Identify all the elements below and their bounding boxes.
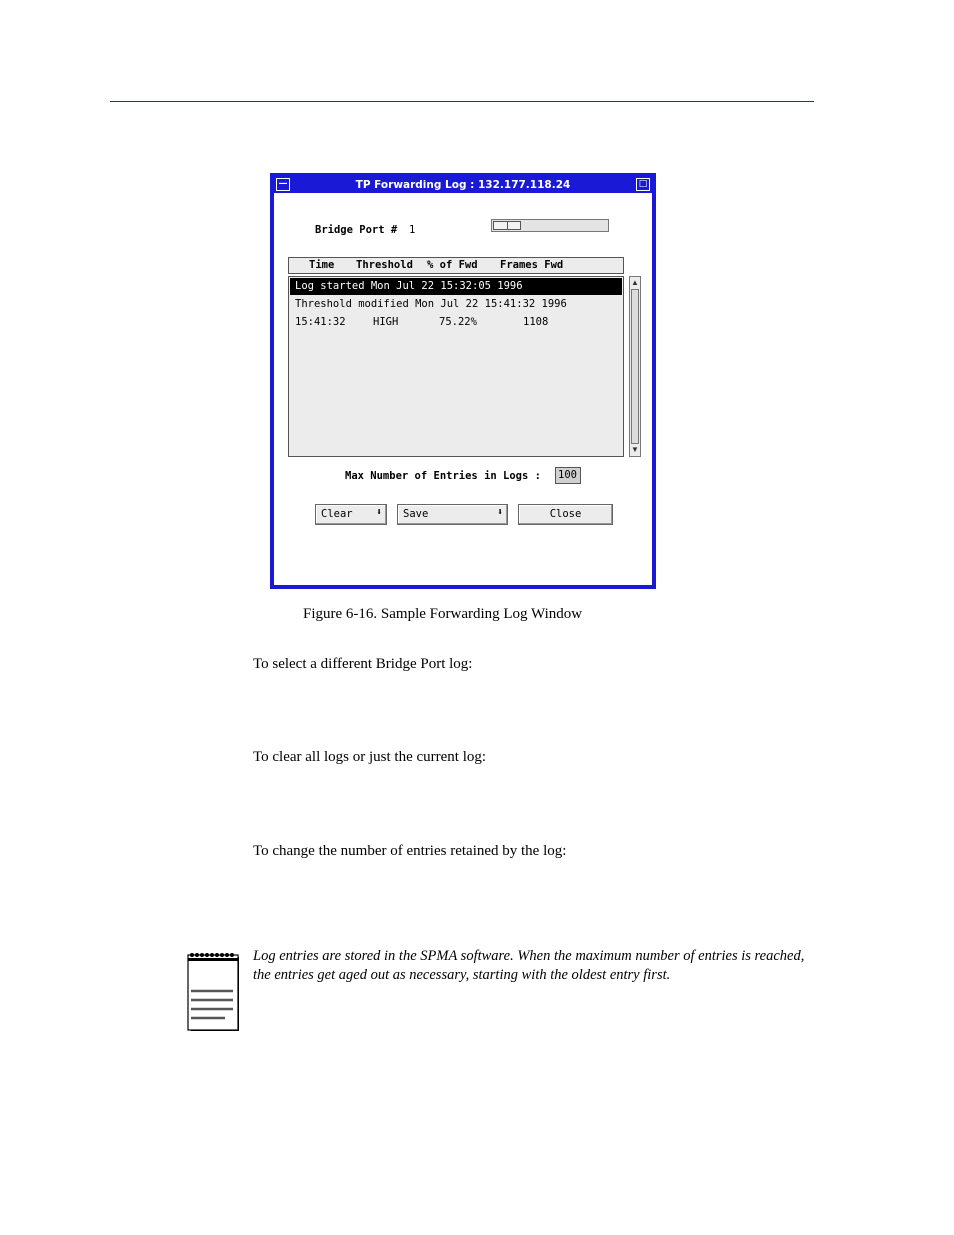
figure-caption: Figure 6-16. Sample Forwarding Log Window (303, 606, 583, 622)
bridge-port-value: 1 (409, 224, 416, 236)
save-menu-arrow-icon: ⬇ (496, 507, 503, 518)
bridge-port-slider[interactable] (491, 219, 609, 232)
window-titlebar[interactable] (274, 177, 652, 193)
note-text: Log entries are stored in the SPMA software. When the maximum number of entries is reached, the entries get aged out as necessary, starting with the oldest entry first. (253, 948, 805, 983)
log-scrollbar[interactable] (629, 276, 641, 457)
clear-menu-arrow-icon: ⬇ (375, 507, 382, 518)
log-column-header (288, 257, 624, 274)
save-button[interactable] (397, 504, 508, 525)
clear-button[interactable] (315, 504, 387, 525)
max-entries-input[interactable]: 100 (555, 467, 581, 484)
log-list[interactable] (288, 276, 624, 457)
bridge-port-label: Bridge Port # (315, 224, 398, 236)
column-threshold: Threshold (356, 259, 413, 271)
scroll-down-icon[interactable]: ▼ (631, 445, 639, 454)
clear-button-label: Clear (321, 508, 353, 520)
list-item[interactable]: 15:41:32 HIGH 75.22% 1108 (295, 316, 549, 328)
window-maximize-icon[interactable]: □ (636, 178, 650, 191)
paragraph-clear-logs: To clear all logs or just the current log: (253, 749, 487, 765)
window-body (273, 176, 653, 586)
scrollbar-thumb[interactable] (631, 289, 639, 444)
close-button-label: Close (549, 508, 582, 520)
max-entries-label: Max Number of Entries in Logs : (345, 470, 541, 482)
window-title: TP Forwarding Log : 132.177.118.24 (355, 179, 571, 191)
window-menu-icon[interactable]: — (276, 178, 290, 191)
paragraph-change-entries: To change the number of entries retained by the log: (253, 843, 567, 859)
header-rule (110, 101, 814, 102)
slider-thumb[interactable] (493, 221, 521, 230)
list-item[interactable]: Log started Mon Jul 22 15:32:05 1996 (290, 278, 622, 295)
forwarding-log-window (270, 173, 656, 589)
save-button-label: Save (403, 508, 429, 520)
note-icon (187, 951, 243, 1033)
column-frames-fwd: Frames Fwd (500, 259, 564, 271)
scroll-up-icon[interactable]: ▲ (631, 278, 639, 287)
column-time: Time (309, 259, 335, 271)
close-button[interactable] (518, 504, 613, 525)
paragraph-select-port: To select a different Bridge Port log: (253, 656, 473, 672)
list-item[interactable]: Threshold modified Mon Jul 22 15:41:32 1996 (295, 298, 567, 310)
column-pct-fwd: % of Fwd (427, 259, 478, 271)
